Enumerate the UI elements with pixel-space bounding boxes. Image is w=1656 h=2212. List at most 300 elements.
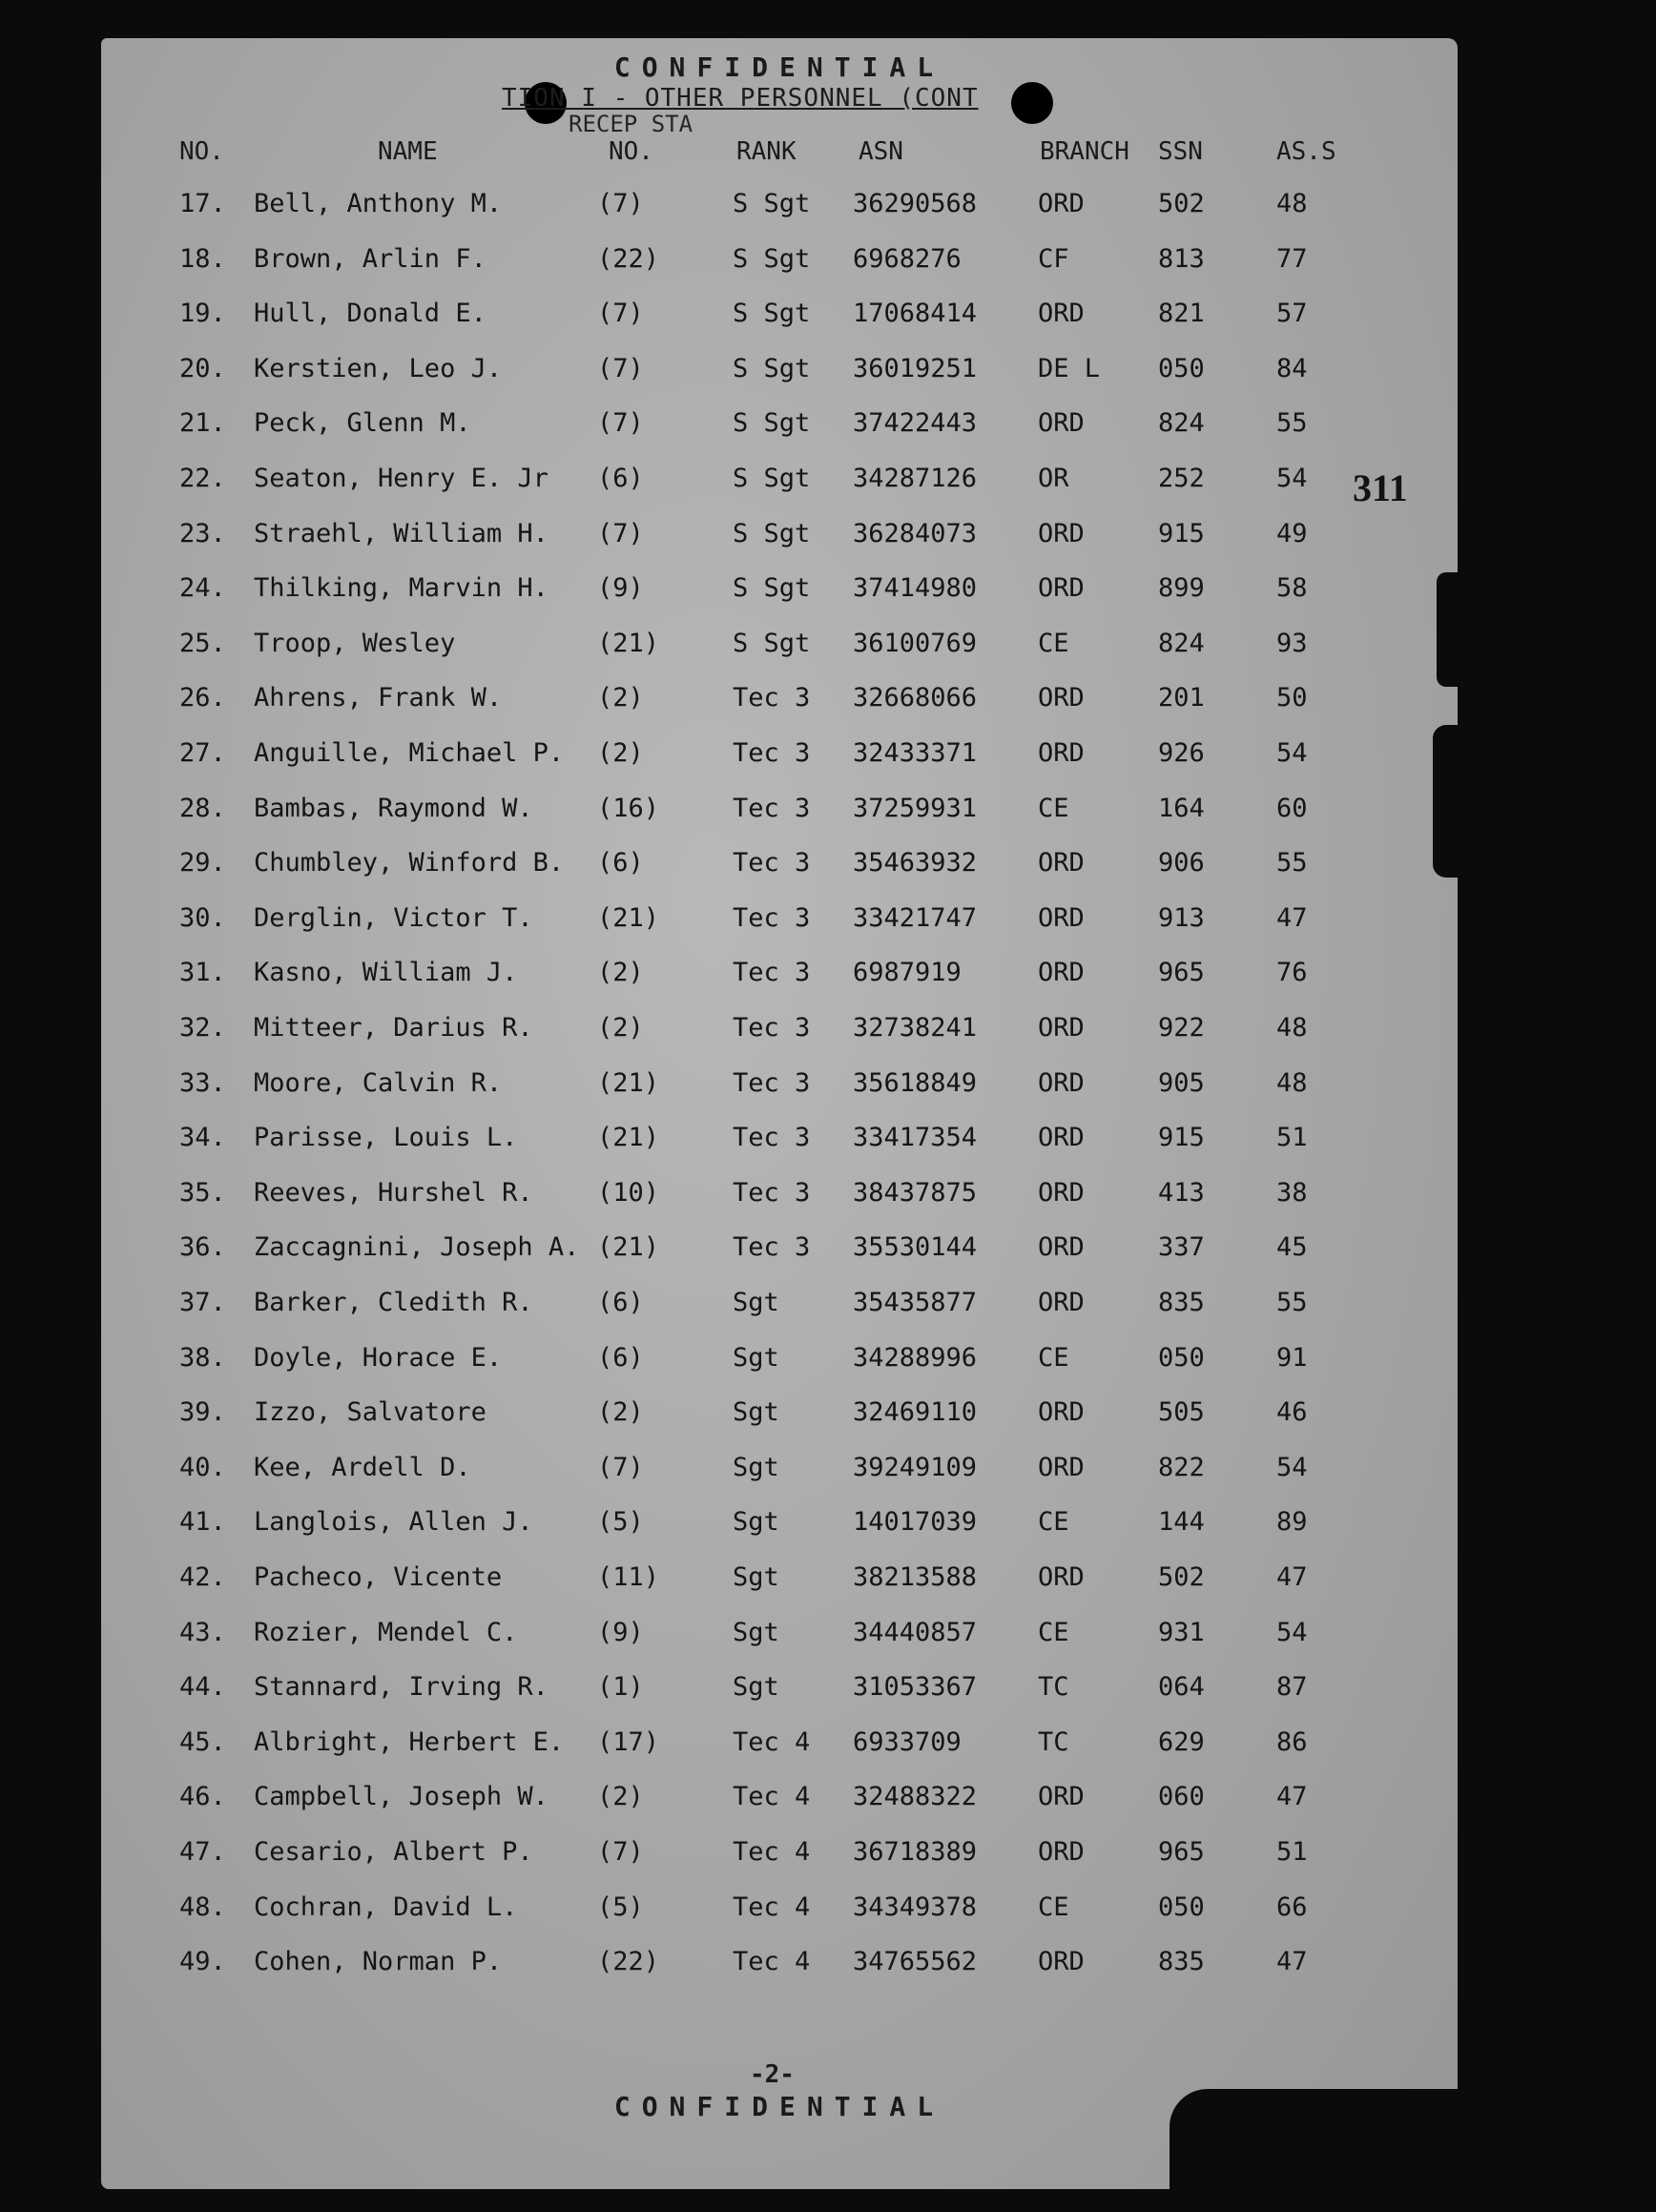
row-ssn: 050	[1158, 1342, 1205, 1373]
row-rank: Tec 3	[733, 793, 811, 823]
row-number: 27.	[179, 738, 226, 768]
row-name: Peck, Glenn M.	[254, 408, 471, 439]
row-number: 37.	[179, 1288, 226, 1317]
row-branch: ORD	[1038, 1782, 1085, 1812]
row-rank: Tec 3	[733, 738, 811, 768]
row-as: 51	[1276, 1123, 1308, 1153]
table-row	[101, 1947, 1458, 1985]
row-as: 84	[1276, 353, 1308, 383]
col-asn: ASN	[859, 137, 903, 166]
column-headers	[101, 137, 1458, 176]
table-row	[101, 1618, 1458, 1656]
row-branch: CF	[1038, 243, 1069, 274]
row-name: Seaton, Henry E. Jr	[254, 464, 549, 493]
row-rank: S Sgt	[733, 353, 811, 383]
row-ssn: 824	[1158, 628, 1205, 658]
row-branch: CE	[1038, 1507, 1069, 1538]
row-asn: 33417354	[853, 1123, 978, 1153]
row-rank: S Sgt	[733, 243, 811, 274]
row-recno: (2)	[597, 738, 644, 768]
row-branch: ORD	[1038, 299, 1085, 329]
row-name: Mitteer, Darius R.	[254, 1013, 533, 1043]
row-number: 17.	[179, 189, 226, 218]
row-as: 47	[1276, 902, 1308, 933]
row-number: 23.	[179, 518, 226, 548]
row-rank: Tec 3	[733, 958, 811, 988]
col-rank: RANK	[736, 137, 797, 166]
table-row	[101, 1892, 1458, 1931]
row-recno: (7)	[597, 353, 644, 383]
row-rank: Tec 3	[733, 848, 811, 879]
row-asn: 31053367	[853, 1672, 978, 1703]
col-as: AS.S	[1276, 137, 1336, 166]
row-rank: S Sgt	[733, 464, 811, 493]
row-ssn: 822	[1158, 1452, 1205, 1482]
row-name: Cohen, Norman P.	[254, 1947, 503, 1977]
row-rank: Tec 4	[733, 1947, 811, 1977]
row-as: 51	[1276, 1837, 1308, 1867]
row-rank: Tec 4	[733, 1837, 811, 1867]
row-number: 49.	[179, 1947, 226, 1977]
row-recno: (2)	[597, 958, 644, 988]
table-row	[101, 848, 1458, 886]
row-branch: ORD	[1038, 1288, 1085, 1317]
row-name: Cochran, David L.	[254, 1892, 518, 1922]
row-branch: ORD	[1038, 902, 1085, 933]
row-ssn: 915	[1158, 518, 1205, 548]
table-row	[101, 519, 1458, 557]
row-asn: 37259931	[853, 793, 978, 823]
row-recno: (2)	[597, 1782, 644, 1812]
table-row	[101, 573, 1458, 611]
row-branch: DE L	[1038, 353, 1101, 383]
row-name: Chumbley, Winford B.	[254, 848, 565, 879]
row-number: 39.	[179, 1397, 226, 1428]
row-ssn: 144	[1158, 1507, 1205, 1538]
row-name: Doyle, Horace E.	[254, 1342, 503, 1373]
row-asn: 36290568	[853, 189, 978, 218]
row-branch: ORD	[1038, 958, 1085, 988]
row-recno: (7)	[597, 518, 644, 548]
row-ssn: 060	[1158, 1782, 1205, 1812]
row-as: 54	[1276, 1452, 1308, 1482]
row-number: 43.	[179, 1617, 226, 1647]
row-name: Troop, Wesley	[254, 628, 456, 658]
row-rank: Sgt	[733, 1562, 779, 1592]
row-recno: (21)	[597, 1123, 660, 1153]
row-ssn: 201	[1158, 683, 1205, 713]
row-ssn: 050	[1158, 1892, 1205, 1922]
row-asn: 34287126	[853, 464, 978, 493]
row-name: Campbell, Joseph W.	[254, 1782, 549, 1812]
table-row	[101, 903, 1458, 941]
row-number: 24.	[179, 573, 226, 604]
row-ssn: 835	[1158, 1947, 1205, 1977]
row-ssn: 821	[1158, 299, 1205, 329]
row-number: 40.	[179, 1452, 226, 1482]
row-asn: 36284073	[853, 518, 978, 548]
row-number: 31.	[179, 958, 226, 988]
table-row	[101, 1397, 1458, 1436]
row-number: 34.	[179, 1123, 226, 1153]
row-ssn: 965	[1158, 1837, 1205, 1867]
row-recno: (2)	[597, 1013, 644, 1043]
row-number: 18.	[179, 243, 226, 274]
classification-footer: CONFIDENTIAL	[613, 2091, 945, 2122]
row-ssn: 502	[1158, 189, 1205, 218]
row-number: 25.	[179, 628, 226, 658]
row-as: 55	[1276, 1288, 1308, 1317]
table-row	[101, 1123, 1458, 1161]
row-name: Ahrens, Frank W.	[254, 683, 503, 713]
row-ssn: 064	[1158, 1672, 1205, 1703]
row-name: Brown, Arlin F.	[254, 243, 486, 274]
row-branch: ORD	[1038, 1397, 1085, 1428]
row-ssn: 505	[1158, 1397, 1205, 1428]
row-name: Hull, Donald E.	[254, 299, 486, 329]
table-row	[101, 1288, 1458, 1326]
row-rank: S Sgt	[733, 628, 811, 658]
row-recno: (1)	[597, 1672, 644, 1703]
row-branch: ORD	[1038, 1452, 1085, 1482]
row-asn: 36019251	[853, 353, 978, 383]
row-number: 36.	[179, 1232, 226, 1263]
section-title: TION I - OTHER PERSONNEL (CONT	[502, 84, 979, 113]
row-as: 76	[1276, 958, 1308, 988]
row-name: Thilking, Marvin H.	[254, 573, 549, 604]
table-row	[101, 1343, 1458, 1381]
table-row	[101, 1562, 1458, 1601]
row-rank: Tec 3	[733, 1123, 811, 1153]
row-as: 50	[1276, 683, 1308, 713]
torn-edge	[1433, 725, 1458, 878]
table-row	[101, 244, 1458, 282]
row-branch: ORD	[1038, 683, 1085, 713]
table-row	[101, 1837, 1458, 1875]
row-recno: (17)	[597, 1726, 660, 1757]
col-ssn: SSN	[1158, 137, 1203, 166]
row-branch: TC	[1038, 1672, 1069, 1703]
station-label: RECEP STA	[569, 111, 693, 137]
row-recno: (7)	[597, 1452, 644, 1482]
classification-header: CONFIDENTIAL	[613, 52, 945, 83]
row-rank: S Sgt	[733, 189, 811, 218]
row-recno: (7)	[597, 299, 644, 329]
row-number: 44.	[179, 1672, 226, 1703]
row-name: Izzo, Salvatore	[254, 1397, 486, 1428]
row-as: 58	[1276, 573, 1308, 604]
row-rank: S Sgt	[733, 518, 811, 548]
row-ssn: 629	[1158, 1726, 1205, 1757]
row-as: 86	[1276, 1726, 1308, 1757]
row-branch: CE	[1038, 1617, 1069, 1647]
row-asn: 32433371	[853, 738, 978, 768]
row-as: 47	[1276, 1562, 1308, 1592]
col-branch: BRANCH	[1040, 137, 1129, 166]
table-row	[101, 1013, 1458, 1051]
table-row	[101, 408, 1458, 446]
table-row	[101, 189, 1458, 227]
row-number: 30.	[179, 902, 226, 933]
row-asn: 6933709	[853, 1726, 962, 1757]
row-as: 48	[1276, 1067, 1308, 1098]
table-row	[101, 1507, 1458, 1545]
row-as: 93	[1276, 628, 1308, 658]
row-asn: 34765562	[853, 1947, 978, 1977]
row-ssn: 050	[1158, 353, 1205, 383]
row-number: 42.	[179, 1562, 226, 1592]
row-name: Straehl, William H.	[254, 518, 549, 548]
table-row	[101, 1178, 1458, 1216]
row-name: Derglin, Victor T.	[254, 902, 533, 933]
row-recno: (6)	[597, 848, 644, 879]
table-row	[101, 738, 1458, 776]
row-name: Stannard, Irving R.	[254, 1672, 549, 1703]
row-asn: 34440857	[853, 1617, 978, 1647]
row-branch: CE	[1038, 628, 1069, 658]
row-rank: Tec 3	[733, 683, 811, 713]
row-recno: (22)	[597, 243, 660, 274]
row-rank: Tec 4	[733, 1782, 811, 1812]
row-asn: 36718389	[853, 1837, 978, 1867]
row-asn: 6987919	[853, 958, 962, 988]
table-row	[101, 1672, 1458, 1710]
row-recno: (5)	[597, 1507, 644, 1538]
row-number: 22.	[179, 464, 226, 493]
row-branch: ORD	[1038, 738, 1085, 768]
row-name: Barker, Cledith R.	[254, 1288, 533, 1317]
row-branch: OR	[1038, 464, 1069, 493]
row-branch: ORD	[1038, 848, 1085, 879]
row-rank: Sgt	[733, 1397, 779, 1428]
row-name: Rozier, Mendel C.	[254, 1617, 518, 1647]
row-number: 46.	[179, 1782, 226, 1812]
row-name: Langlois, Allen J.	[254, 1507, 533, 1538]
row-rank: Sgt	[733, 1507, 779, 1538]
table-row	[101, 683, 1458, 721]
row-asn: 35435877	[853, 1288, 978, 1317]
row-rank: Sgt	[733, 1452, 779, 1482]
row-number: 20.	[179, 353, 226, 383]
row-rank: Tec 3	[733, 1013, 811, 1043]
row-branch: ORD	[1038, 518, 1085, 548]
row-name: Albright, Herbert E.	[254, 1726, 565, 1757]
row-asn: 34349378	[853, 1892, 978, 1922]
row-rank: Tec 3	[733, 1232, 811, 1263]
row-rank: S Sgt	[733, 573, 811, 604]
row-ssn: 899	[1158, 573, 1205, 604]
row-asn: 35530144	[853, 1232, 978, 1263]
row-number: 21.	[179, 408, 226, 439]
row-rank: S Sgt	[733, 299, 811, 329]
row-as: 49	[1276, 518, 1308, 548]
row-name: Parisse, Louis L.	[254, 1123, 518, 1153]
row-branch: ORD	[1038, 1013, 1085, 1043]
torn-corner	[1170, 2089, 1458, 2189]
row-rank: Sgt	[733, 1342, 779, 1373]
row-rank: S Sgt	[733, 408, 811, 439]
row-rank: Sgt	[733, 1617, 779, 1647]
row-as: 47	[1276, 1782, 1308, 1812]
row-name: Reeves, Hurshel R.	[254, 1177, 533, 1208]
row-number: 32.	[179, 1013, 226, 1043]
row-asn: 14017039	[853, 1507, 978, 1538]
table-row	[101, 1453, 1458, 1491]
row-asn: 34288996	[853, 1342, 978, 1373]
row-asn: 32488322	[853, 1782, 978, 1812]
row-recno: (6)	[597, 1342, 644, 1373]
row-ssn: 915	[1158, 1123, 1205, 1153]
row-number: 28.	[179, 793, 226, 823]
row-name: Bambas, Raymond W.	[254, 793, 533, 823]
row-name: Anguille, Michael P.	[254, 738, 565, 768]
row-ssn: 913	[1158, 902, 1205, 933]
row-number: 33.	[179, 1067, 226, 1098]
row-asn: 35618849	[853, 1067, 978, 1098]
row-number: 41.	[179, 1507, 226, 1538]
row-branch: ORD	[1038, 408, 1085, 439]
row-as: 55	[1276, 848, 1308, 879]
row-ssn: 413	[1158, 1177, 1205, 1208]
row-asn: 36100769	[853, 628, 978, 658]
row-name: Zaccagnini, Joseph A.	[254, 1232, 580, 1263]
row-branch: ORD	[1038, 189, 1085, 218]
row-rank: Tec 3	[733, 902, 811, 933]
row-as: 87	[1276, 1672, 1308, 1703]
row-number: 48.	[179, 1892, 226, 1922]
row-recno: (2)	[597, 1397, 644, 1428]
row-recno: (22)	[597, 1947, 660, 1977]
row-branch: ORD	[1038, 1947, 1085, 1977]
row-asn: 37414980	[853, 573, 978, 604]
row-number: 26.	[179, 683, 226, 713]
row-as: 89	[1276, 1507, 1308, 1538]
row-asn: 17068414	[853, 299, 978, 329]
row-branch: CE	[1038, 793, 1069, 823]
row-ssn: 965	[1158, 958, 1205, 988]
row-asn: 38213588	[853, 1562, 978, 1592]
col-no: NO.	[179, 137, 224, 166]
row-branch: CE	[1038, 1892, 1069, 1922]
row-name: Kasno, William J.	[254, 958, 518, 988]
row-name: Pacheco, Vicente	[254, 1562, 503, 1592]
row-number: 29.	[179, 848, 226, 879]
row-name: Moore, Calvin R.	[254, 1067, 503, 1098]
row-number: 45.	[179, 1726, 226, 1757]
row-recno: (21)	[597, 1232, 660, 1263]
row-ssn: 824	[1158, 408, 1205, 439]
row-name: Kee, Ardell D.	[254, 1452, 471, 1482]
table-row	[101, 1782, 1458, 1820]
row-branch: ORD	[1038, 1837, 1085, 1867]
row-recno: (16)	[597, 793, 660, 823]
row-ssn: 502	[1158, 1562, 1205, 1592]
row-as: 54	[1276, 464, 1308, 493]
page-stamp: 311	[1353, 466, 1408, 509]
table-row	[101, 464, 1458, 502]
row-recno: (11)	[597, 1562, 660, 1592]
row-ssn: 926	[1158, 738, 1205, 768]
row-rank: Sgt	[733, 1288, 779, 1317]
row-as: 54	[1276, 1617, 1308, 1647]
row-branch: TC	[1038, 1726, 1069, 1757]
table-row	[101, 1232, 1458, 1271]
row-branch: ORD	[1038, 1067, 1085, 1098]
row-as: 91	[1276, 1342, 1308, 1373]
row-number: 35.	[179, 1177, 226, 1208]
row-ssn: 905	[1158, 1067, 1205, 1098]
row-asn: 37422443	[853, 408, 978, 439]
row-as: 38	[1276, 1177, 1308, 1208]
row-number: 38.	[179, 1342, 226, 1373]
row-recno: (5)	[597, 1892, 644, 1922]
row-ssn: 835	[1158, 1288, 1205, 1317]
row-recno: (21)	[597, 628, 660, 658]
table-row	[101, 1727, 1458, 1766]
row-as: 60	[1276, 793, 1308, 823]
row-rank: Sgt	[733, 1672, 779, 1703]
row-ssn: 922	[1158, 1013, 1205, 1043]
row-recno: (6)	[597, 464, 644, 493]
row-number: 19.	[179, 299, 226, 329]
col-name: NAME	[378, 137, 438, 166]
row-branch: CE	[1038, 1342, 1069, 1373]
row-as: 54	[1276, 738, 1308, 768]
row-asn: 6968276	[853, 243, 962, 274]
col-recno: NO.	[609, 137, 653, 166]
row-rank: Tec 4	[733, 1892, 811, 1922]
row-asn: 38437875	[853, 1177, 978, 1208]
row-branch: ORD	[1038, 1177, 1085, 1208]
row-as: 45	[1276, 1232, 1308, 1263]
row-rank: Tec 4	[733, 1726, 811, 1757]
row-ssn: 813	[1158, 243, 1205, 274]
row-asn: 39249109	[853, 1452, 978, 1482]
row-branch: ORD	[1038, 1123, 1085, 1153]
row-name: Cesario, Albert P.	[254, 1837, 533, 1867]
row-recno: (21)	[597, 1067, 660, 1098]
row-as: 47	[1276, 1947, 1308, 1977]
row-rank: Tec 3	[733, 1177, 811, 1208]
row-recno: (9)	[597, 1617, 644, 1647]
row-asn: 32668066	[853, 683, 978, 713]
row-recno: (7)	[597, 1837, 644, 1867]
table-row	[101, 354, 1458, 392]
row-asn: 32738241	[853, 1013, 978, 1043]
table-row	[101, 629, 1458, 667]
document-page	[101, 38, 1458, 2189]
row-ssn: 252	[1158, 464, 1205, 493]
row-asn: 33421747	[853, 902, 978, 933]
row-recno: (7)	[597, 189, 644, 218]
row-branch: ORD	[1038, 1232, 1085, 1263]
table-row	[101, 1068, 1458, 1106]
row-recno: (21)	[597, 902, 660, 933]
row-branch: ORD	[1038, 1562, 1085, 1592]
torn-edge	[1437, 572, 1458, 687]
table-row	[101, 299, 1458, 337]
row-number: 47.	[179, 1837, 226, 1867]
row-ssn: 164	[1158, 793, 1205, 823]
table-row	[101, 794, 1458, 832]
row-recno: (9)	[597, 573, 644, 604]
row-recno: (10)	[597, 1177, 660, 1208]
row-ssn: 931	[1158, 1617, 1205, 1647]
row-ssn: 337	[1158, 1232, 1205, 1263]
row-asn: 35463932	[853, 848, 978, 879]
row-asn: 32469110	[853, 1397, 978, 1428]
page-number: -2-	[750, 2060, 795, 2089]
